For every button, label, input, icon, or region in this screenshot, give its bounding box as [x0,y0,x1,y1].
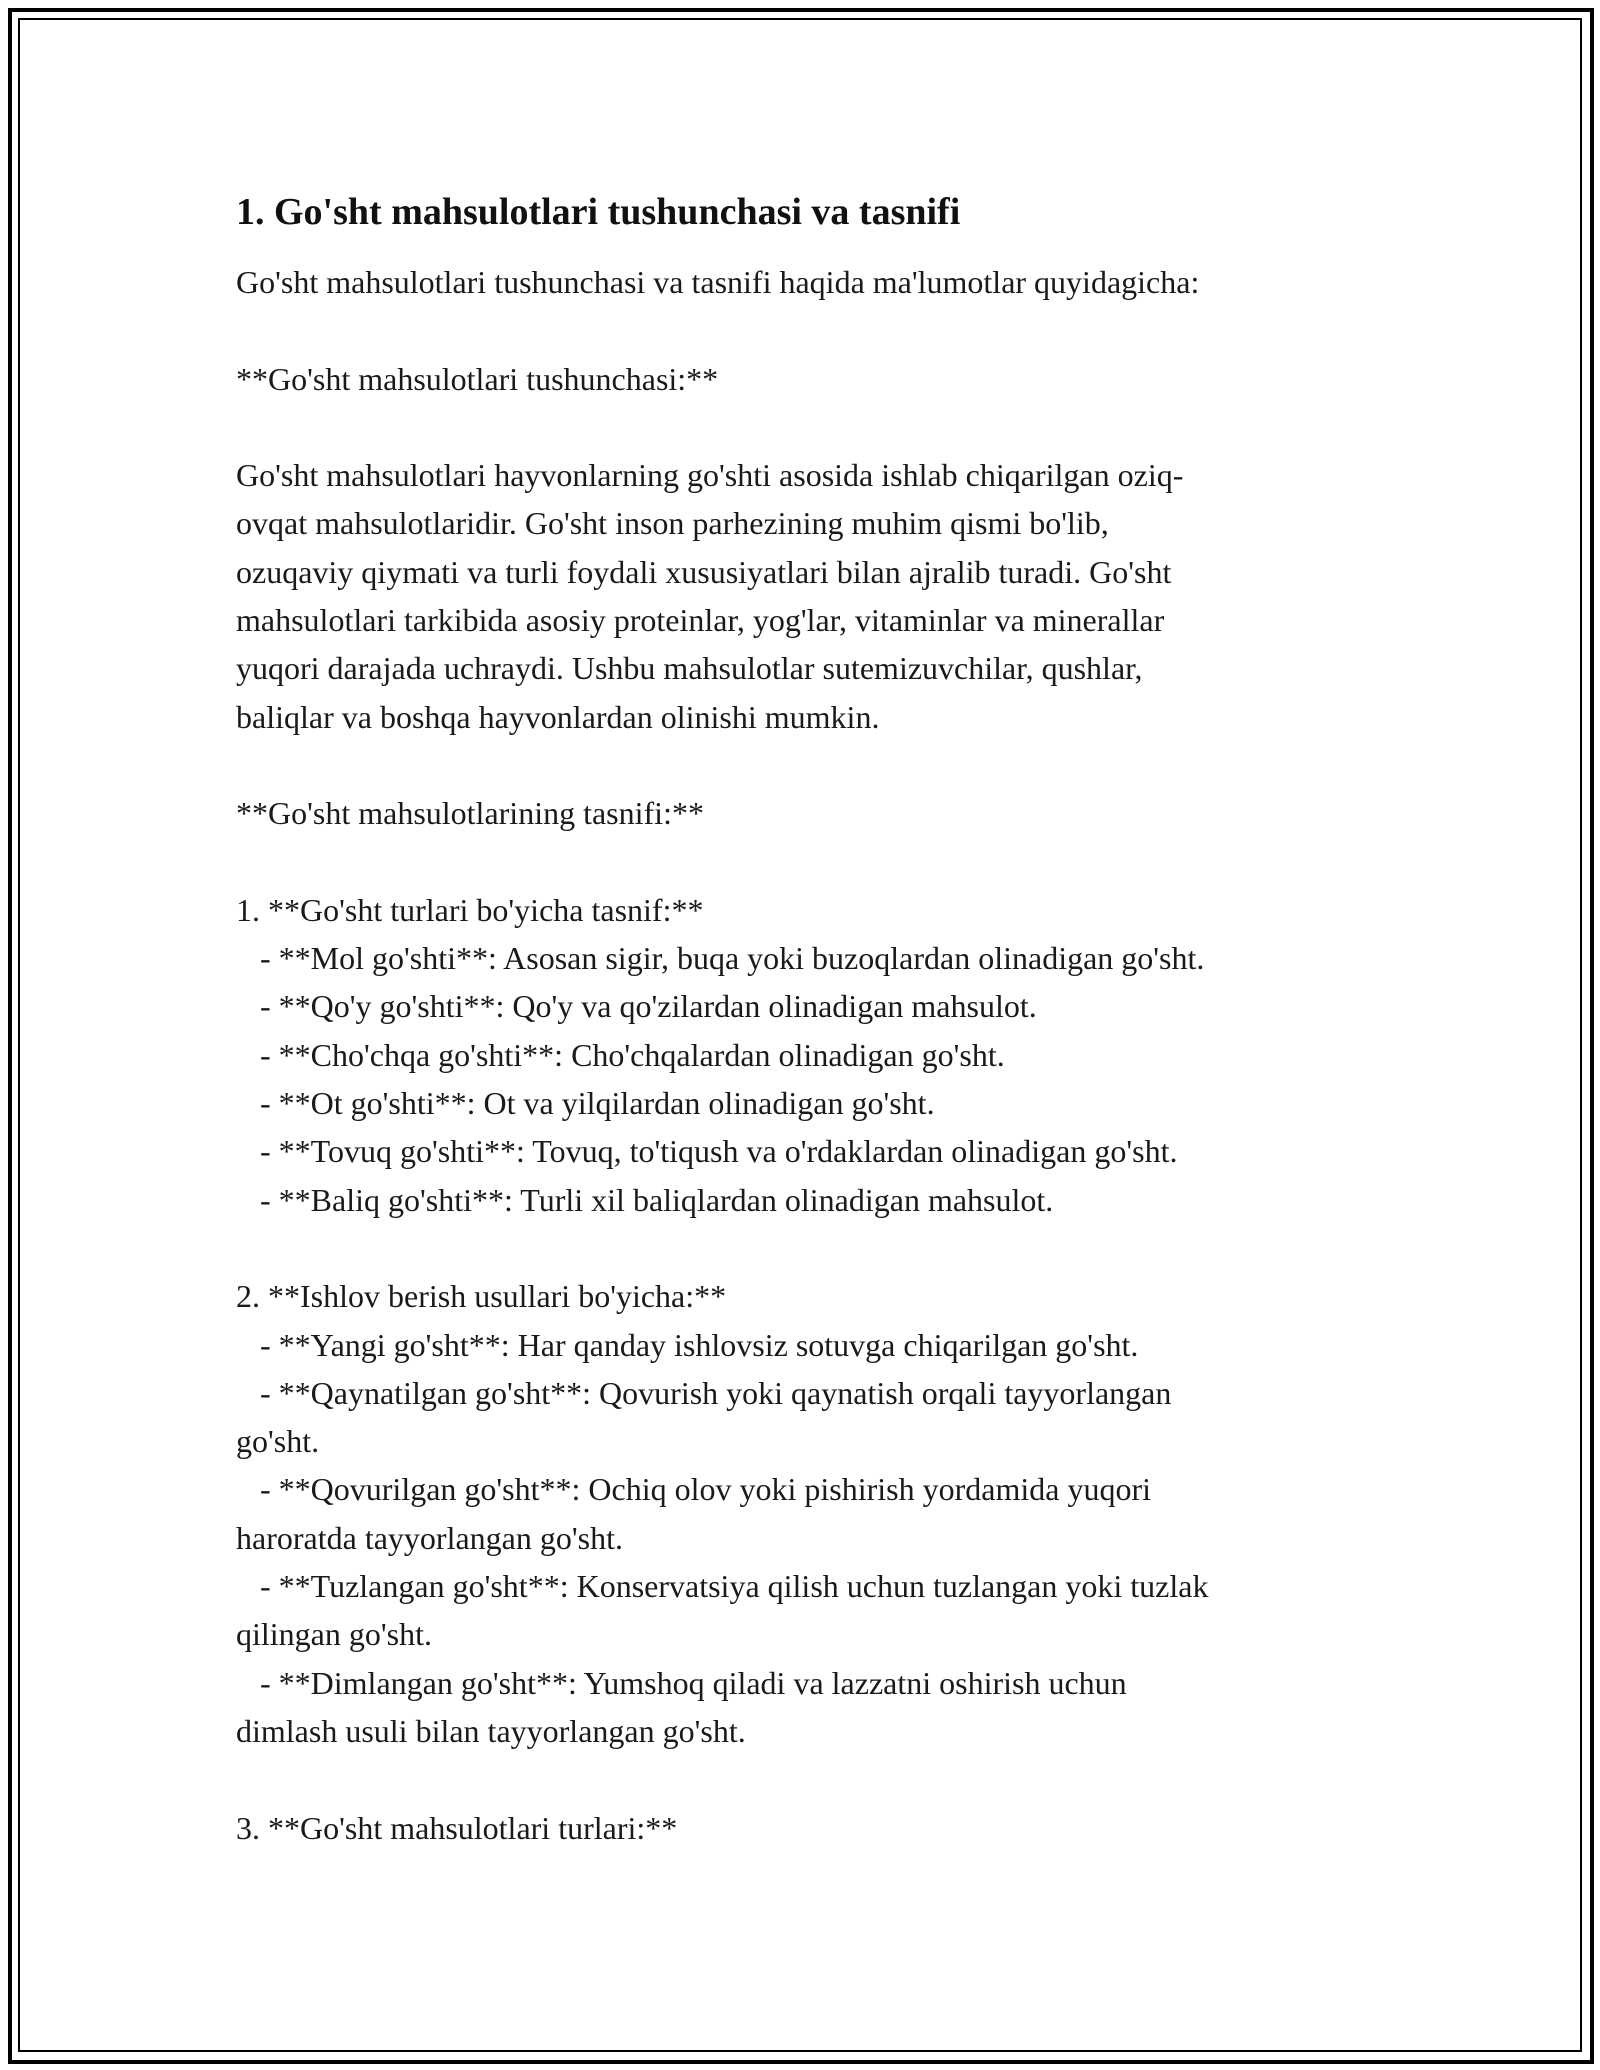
text-line [236,403,1376,451]
text-line: dimlash usuli bilan tayyorlangan go'sht. [236,1712,746,1749]
text-line: ozuqaviy qiymati va turli foydali xususiyatlari bilan ajralib turadi. Go'sht [236,553,1172,590]
text-line: **Go'sht mahsulotlarining tasnifi:** [236,795,704,832]
text-line: Go'sht mahsulotlari hayvonlarning go'shti asosida ishlab chiqarilgan oziq- [236,457,1184,494]
text-line: - **Baliq go'shti**: Turli xil baliqlardan olinadigan mahsulot. [236,1181,1054,1218]
text-line: 1. **Go'sht turlari bo'yicha tasnif:** [236,891,704,928]
section-heading: 1. Go'sht mahsulotlari tushunchasi va tasnifi [236,191,961,233]
text-line: - **Mol go'shti**: Asosan sigir, buqa yoki buzoqlardan olinadigan go'sht. [236,940,1205,977]
text-line: - **Qovurilgan go'sht**: Ochiq olov yoki pishirish yordamida yuqori [236,1471,1152,1508]
text-line: qilingan go'sht. [236,1616,432,1653]
text-line: yuqori darajada uchraydi. Ushbu mahsulotlar sutemizuvchilar, qushlar, [236,650,1143,687]
document-body [236,190,1376,1852]
text-line: ovqat mahsulotlaridir. Go'sht inson parhezining muhim qismi bo'lib, [236,505,1109,542]
text-line: 3. **Go'sht mahsulotlari turlari:** [236,1809,678,1846]
text-line [236,1224,1376,1272]
text-line: - **Tovuq go'shti**: Tovuq, to'tiqush va o'rdaklardan olinadigan go'sht. [236,1133,1178,1170]
text-line: **Go'sht mahsulotlari tushunchasi:** [236,360,719,397]
text-line: mahsulotlari tarkibida asosiy proteinlar, yog'lar, vitaminlar va minerallar [236,602,1165,639]
text-line [236,1755,1376,1803]
text-line: 2. **Ishlov berish usullari bo'yicha:** [236,1278,727,1315]
text-line: - **Qaynatilgan go'sht**: Qovurish yoki qaynatish orqali tayyorlangan [236,1374,1172,1411]
text-lines [236,258,1376,1852]
text-line: - **Ot go'shti**: Ot va yilqilardan olinadigan go'sht. [236,1085,935,1122]
text-line: haroratda tayyorlangan go'sht. [236,1519,623,1556]
text-line: go'sht. [236,1423,320,1460]
text-line: baliqlar va boshqa hayvonlardan olinishi mumkin. [236,698,880,735]
text-line: - **Cho'chqa go'shti**: Cho'chqalardan olinadigan go'sht. [236,1036,1005,1073]
text-line: - **Qo'y go'shti**: Qo'y va qo'zilardan olinadigan mahsulot. [236,988,1037,1025]
text-line [236,741,1376,789]
text-line: - **Dimlangan go'sht**: Yumshoq qiladi va lazzatni oshirish uchun [236,1664,1127,1701]
text-line: - **Tuzlangan go'sht**: Konservatsiya qilish uchun tuzlangan yoki tuzlak [236,1568,1209,1605]
text-line [236,838,1376,886]
text-line [236,306,1376,354]
text-line: Go'sht mahsulotlari tushunchasi va tasnifi haqida ma'lumotlar quyidagicha: [236,264,1200,300]
text-line: - **Yangi go'sht**: Har qanday ishlovsiz sotuvga chiqarilgan go'sht. [236,1326,1139,1363]
